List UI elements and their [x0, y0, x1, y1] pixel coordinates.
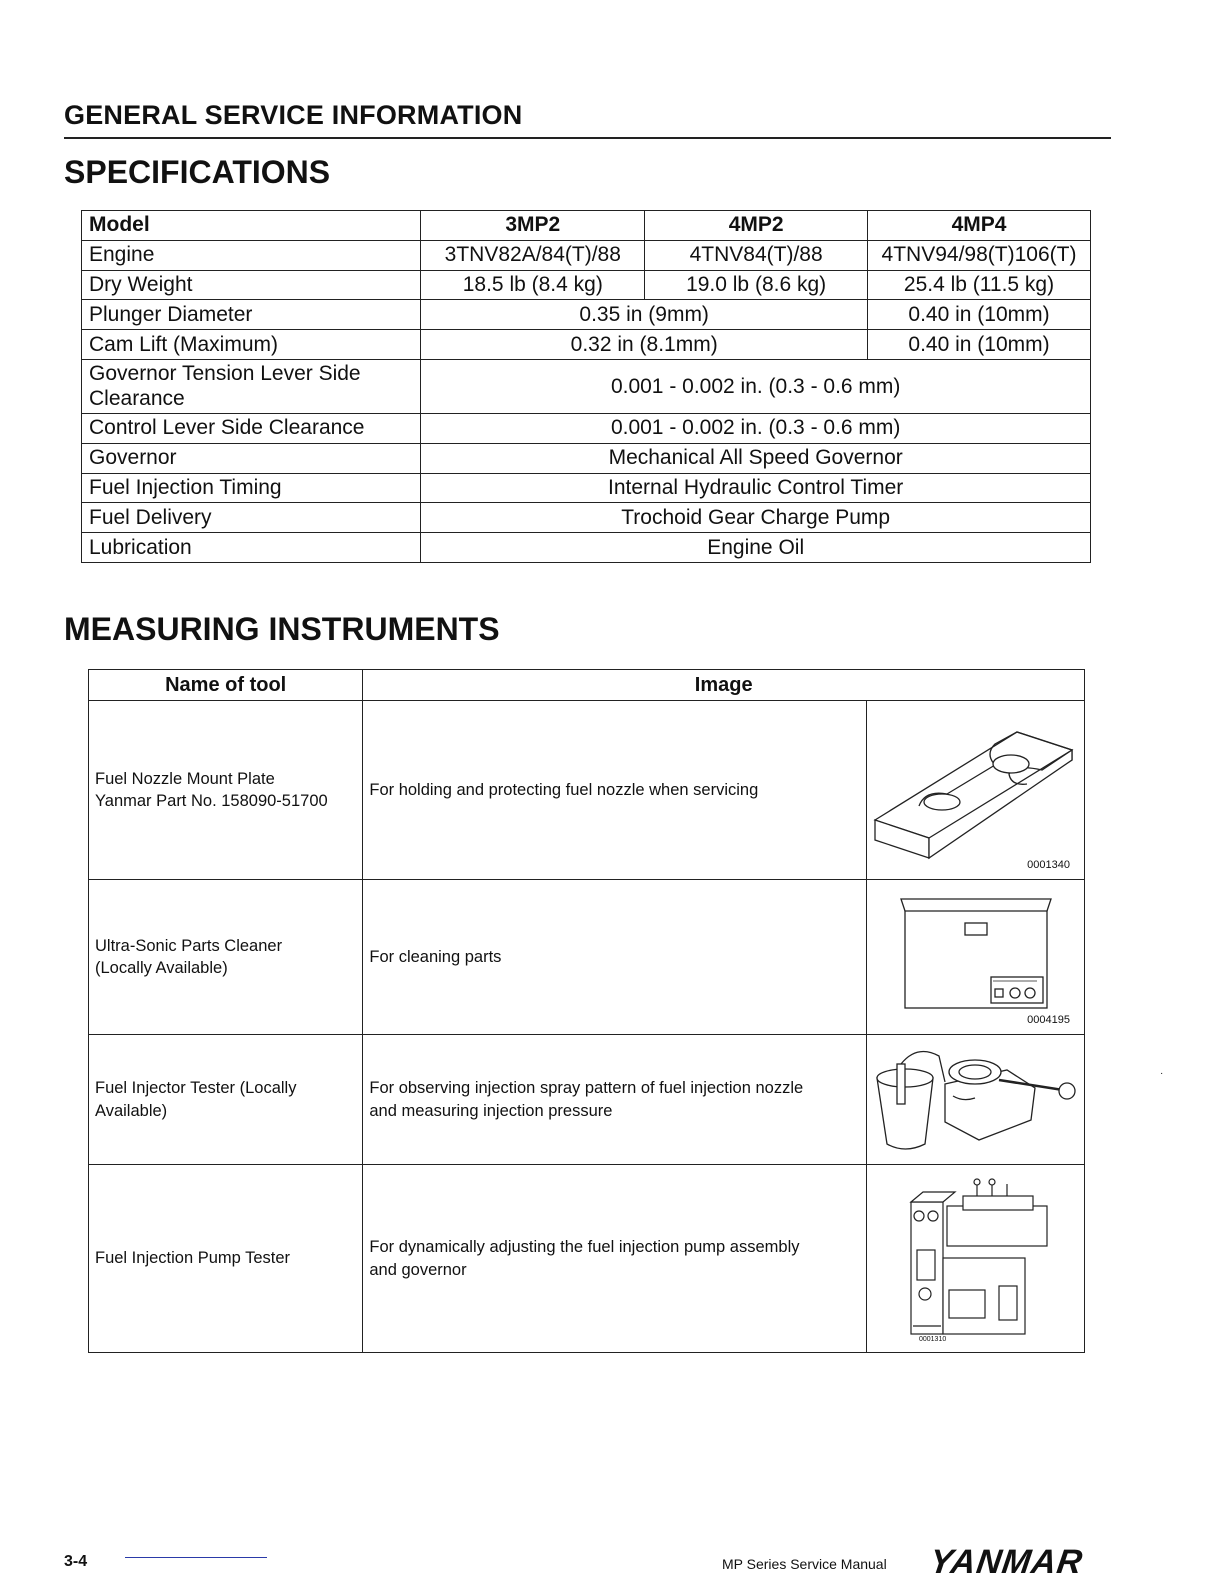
table-row [82, 300, 1091, 330]
table-cell: 0.001 - 0.002 in. (0.3 - 0.6 mm) [421, 413, 1091, 443]
table-row [82, 359, 1091, 413]
table-cell: Trochoid Gear Charge Pump [421, 503, 1091, 533]
row-label: Control Lever Side Clearance [82, 413, 421, 443]
tool-image [866, 880, 1084, 1035]
table-cell: 0.40 in (10mm) [868, 300, 1091, 330]
tool-name-line: Ultra-Sonic Parts Cleaner [95, 936, 283, 955]
figure-code: 0001310 [918, 1335, 947, 1343]
section-title: GENERAL SERVICE INFORMATION [64, 100, 523, 130]
tool-description-line: and measuring injection pressure [369, 1101, 613, 1120]
table-header-row [89, 670, 1085, 701]
tool-image [866, 1035, 1084, 1165]
tool-image [866, 1165, 1084, 1353]
tool-description [363, 880, 867, 1035]
column-header-name: Name of tool [89, 670, 363, 701]
row-label: Dry Weight [82, 270, 421, 300]
table-row [89, 1165, 1085, 1353]
tool-name-line: (Locally Available) [95, 959, 228, 977]
tool-name-line: Available) [95, 1101, 168, 1120]
table-row [82, 533, 1091, 563]
header-divider [64, 137, 1111, 139]
row-label-line: Governor Tension Lever Side [89, 362, 361, 386]
table-row [89, 1035, 1085, 1165]
tool-name [89, 1165, 363, 1353]
table-row [82, 270, 1091, 300]
table-row [82, 443, 1091, 473]
footer-link-underline[interactable] [125, 1557, 267, 1558]
row-label: Fuel Delivery [82, 503, 421, 533]
tool-description-line: For holding and protecting fuel nozzle when servicing [369, 780, 759, 799]
parts-cleaner-icon [867, 881, 1084, 1034]
column-header: 4MP2 [645, 211, 868, 241]
page-number: 3-4 [64, 1553, 88, 1570]
column-header-image: Image [363, 670, 1085, 701]
table-row [82, 503, 1091, 533]
table-cell: 18.5 lb (8.4 kg) [421, 270, 645, 300]
measuring-instruments-table [88, 669, 1085, 1353]
table-cell: 0.32 in (8.1mm) [421, 330, 868, 360]
table-row [89, 880, 1085, 1035]
table-row [82, 330, 1091, 360]
tool-description-line: For observing injection spray pattern of fuel injection nozzle [369, 1079, 804, 1098]
tool-name-line: Yanmar Part No. 158090-51700 [95, 792, 328, 810]
measuring-instruments-heading: MEASURING INSTRUMENTS [64, 611, 500, 647]
injector-tester-icon [867, 1036, 1084, 1164]
tool-name-line: Fuel Injector Tester (Locally [95, 1079, 297, 1098]
tool-image [866, 701, 1084, 880]
row-label [82, 359, 421, 413]
figure-code: 0001340 [1027, 859, 1070, 872]
mount-plate-icon [867, 702, 1084, 879]
row-label: Cam Lift (Maximum) [82, 330, 421, 360]
column-header: 3MP2 [421, 211, 645, 241]
yanmar-logo: YANMAR [927, 1543, 1086, 1581]
manual-title: MP Series Service Manual [722, 1556, 887, 1572]
table-row [82, 240, 1091, 270]
table-row [82, 473, 1091, 503]
tool-description [363, 1035, 867, 1165]
tool-name [89, 701, 363, 880]
table-cell: 0.40 in (10mm) [868, 330, 1091, 360]
tool-description [363, 1165, 867, 1353]
table-cell: Internal Hydraulic Control Timer [421, 473, 1091, 503]
table-cell: 0.35 in (9mm) [421, 300, 868, 330]
row-label-line: Clearance [89, 387, 185, 411]
table-cell: 19.0 lb (8.6 kg) [645, 270, 868, 300]
table-cell: Engine Oil [421, 533, 1091, 563]
tool-description-line: For dynamically adjusting the fuel injection pump assembly [369, 1238, 800, 1257]
stray-mark: · [1160, 1068, 1164, 1079]
tool-name-line: Fuel Injection Pump Tester [95, 1249, 291, 1268]
tool-name-line: Fuel Nozzle Mount Plate [95, 769, 275, 788]
row-label: Lubrication [82, 533, 421, 563]
specifications-heading: SPECIFICATIONS [64, 154, 331, 190]
tool-description-line: and governor [369, 1260, 467, 1279]
tool-name [89, 1035, 363, 1165]
table-cell: 4TNV84(T)/88 [645, 240, 868, 270]
figure-code: 0004195 [1027, 1014, 1070, 1027]
tool-name [89, 880, 363, 1035]
table-cell: 3TNV82A/84(T)/88 [421, 240, 645, 270]
table-row [82, 413, 1091, 443]
column-header: 4MP4 [868, 211, 1091, 241]
table-cell: 4TNV94/98(T)106(T) [868, 240, 1091, 270]
row-label: Plunger Diameter [82, 300, 421, 330]
specifications-table [81, 210, 1091, 563]
table-cell: Mechanical All Speed Governor [421, 443, 1091, 473]
table-header-row [82, 211, 1091, 241]
row-label: Engine [82, 240, 421, 270]
table-cell: 0.001 - 0.002 in. (0.3 - 0.6 mm) [421, 359, 1091, 413]
column-header: Model [82, 211, 421, 241]
table-cell: 25.4 lb (11.5 kg) [868, 270, 1091, 300]
pump-tester-icon [867, 1166, 1084, 1352]
tool-description-line: For cleaning parts [369, 947, 502, 966]
tool-description [363, 701, 867, 880]
row-label: Fuel Injection Timing [82, 473, 421, 503]
table-row [89, 701, 1085, 880]
row-label: Governor [82, 443, 421, 473]
